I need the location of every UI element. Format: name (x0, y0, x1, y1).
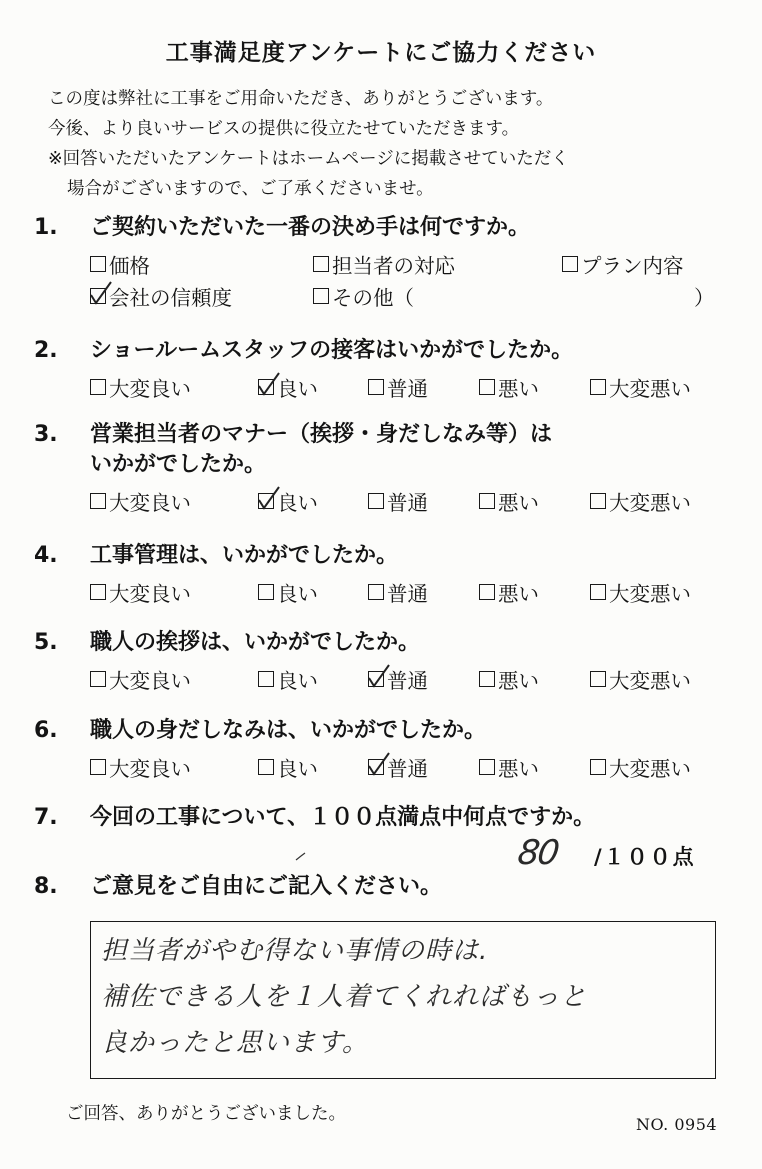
option-normal[interactable] (368, 664, 428, 694)
option-label: 大変悪い (609, 757, 691, 781)
checkbox[interactable] (313, 288, 329, 304)
option-staff-response[interactable] (313, 249, 455, 279)
option-label: 大変悪い (609, 377, 691, 401)
option-row (34, 571, 730, 611)
question-number: 3. (34, 422, 58, 447)
option-very-good[interactable] (90, 752, 191, 782)
option-label: 大変良い (109, 582, 191, 606)
option-bad[interactable] (479, 372, 539, 402)
checkbox[interactable] (368, 584, 384, 600)
option-label: 悪い (498, 757, 539, 781)
intro-line: この度は弊社に工事をご用命いただき、ありがとうございます。 (48, 89, 554, 109)
option-price[interactable] (90, 249, 150, 279)
option-row (34, 366, 730, 406)
footer-thanks: ご回答、ありがとうございました。 (66, 1104, 346, 1124)
checkbox[interactable] (590, 379, 606, 395)
option-plan-content[interactable] (562, 249, 684, 279)
question-number: 2. (34, 338, 58, 363)
option-label: 担当者の対応 (332, 254, 455, 278)
option-very-good[interactable] (90, 372, 191, 402)
option-label: 普通 (387, 491, 428, 515)
checkbox[interactable] (90, 584, 106, 600)
checkbox[interactable] (368, 493, 384, 509)
option-very-bad[interactable] (590, 372, 691, 402)
option-label: 価格 (109, 254, 150, 278)
option-company-trust[interactable] (90, 281, 232, 311)
question-text: 工事管理は、いかがでしたか。 (90, 543, 399, 568)
option-other[interactable] (313, 281, 715, 311)
question-7 (34, 803, 754, 883)
question-8 (34, 872, 730, 902)
serial-number: NO. 0954 (636, 1115, 718, 1134)
checkbox[interactable] (479, 584, 495, 600)
option-good[interactable] (258, 486, 318, 516)
checkbox[interactable] (258, 584, 274, 600)
option-label: その他（ (332, 286, 414, 310)
checkbox[interactable] (590, 493, 606, 509)
option-label: 良い (277, 582, 318, 606)
intro-line: 今後、より良いサービスの提供に役立たせていただきます。 (48, 119, 520, 139)
checkbox-checked[interactable] (258, 379, 274, 395)
question-text: ご契約いただいた一番の決め手は何ですか。 (90, 215, 531, 240)
question-text: 職人の挨拶は、いかがでしたか。 (90, 630, 421, 655)
option-label: 大変良い (109, 491, 191, 515)
checkbox-checked[interactable] (258, 493, 274, 509)
option-label: 大変良い (109, 377, 191, 401)
intro-line: ※回答いただいたアンケートはホームページに掲載させていただく (48, 149, 569, 169)
option-very-good[interactable] (90, 577, 191, 607)
checkbox[interactable] (258, 759, 274, 775)
question-3 (34, 420, 730, 520)
option-very-good[interactable] (90, 486, 191, 516)
checkbox[interactable] (90, 379, 106, 395)
check-mark-icon (367, 663, 391, 689)
checkbox[interactable] (90, 759, 106, 775)
checkbox[interactable] (590, 584, 606, 600)
option-very-bad[interactable] (590, 752, 691, 782)
checkbox-checked[interactable] (368, 759, 384, 775)
checkbox[interactable] (313, 256, 329, 272)
comment-box[interactable] (90, 921, 716, 1079)
checkbox[interactable] (590, 671, 606, 687)
option-label: 普通 (387, 582, 428, 606)
pen-mark-icon (295, 852, 307, 862)
option-label: プラン内容 (581, 254, 684, 278)
question-number: 6. (34, 718, 58, 743)
option-label: 普通 (387, 669, 428, 693)
checkbox[interactable] (479, 493, 495, 509)
question-5 (34, 628, 730, 698)
checkbox[interactable] (479, 671, 495, 687)
checkbox-checked[interactable] (368, 671, 384, 687)
option-bad[interactable] (479, 577, 539, 607)
form-title: 工事満足度アンケートにご協力ください (165, 40, 597, 66)
option-good[interactable] (258, 664, 318, 694)
checkbox[interactable] (368, 379, 384, 395)
comment-line: 良かったと思います。 (101, 1028, 369, 1058)
question-text: 職人の身だしなみは、いかがでしたか。 (90, 718, 487, 743)
option-label: 普通 (387, 757, 428, 781)
comment-line: 補佐できる人を１人着てくれればもっと (101, 982, 588, 1012)
option-label: 大変悪い (609, 491, 691, 515)
question-2 (34, 336, 730, 406)
option-label: 悪い (498, 582, 539, 606)
option-label: 悪い (498, 491, 539, 515)
option-normal[interactable] (368, 577, 428, 607)
option-label: 悪い (498, 669, 539, 693)
question-1 (34, 213, 730, 319)
option-very-bad[interactable] (590, 664, 691, 694)
question-6 (34, 716, 730, 786)
option-row (34, 746, 730, 786)
question-number: 1. (34, 215, 58, 240)
option-good[interactable] (258, 372, 318, 402)
option-label: 良い (277, 757, 318, 781)
checkbox[interactable] (562, 256, 578, 272)
option-label: 大変悪い (609, 669, 691, 693)
option-very-bad[interactable] (590, 486, 691, 516)
option-row (34, 279, 730, 319)
checkbox-checked[interactable] (90, 288, 106, 304)
question-text-cont: いかがでしたか。 (90, 452, 267, 477)
option-bad[interactable] (479, 752, 539, 782)
option-bad[interactable] (479, 664, 539, 694)
option-label: 大変良い (109, 757, 191, 781)
question-number: 4. (34, 543, 58, 568)
check-mark-icon (367, 751, 391, 777)
option-label: 大変良い (109, 669, 191, 693)
question-text: 今回の工事について、１００点満点中何点ですか。 (90, 805, 596, 830)
option-label: 良い (277, 491, 318, 515)
checkbox[interactable] (90, 256, 106, 272)
option-label: 会社の信頼度 (109, 286, 232, 310)
comment-line: 担当者がやむ得ない事情の時は. (101, 936, 489, 966)
checkbox[interactable] (590, 759, 606, 775)
option-label: 良い (277, 669, 318, 693)
option-good[interactable] (258, 577, 318, 607)
checkbox[interactable] (90, 671, 106, 687)
question-text: ご意見をご自由にご記入ください。 (90, 874, 443, 899)
option-bad[interactable] (479, 486, 539, 516)
checkbox[interactable] (90, 493, 106, 509)
option-normal[interactable] (368, 372, 428, 402)
option-very-good[interactable] (90, 664, 191, 694)
score-denominator: /１００点 (594, 845, 696, 869)
option-label: 普通 (387, 377, 428, 401)
intro-text (48, 84, 569, 204)
option-good[interactable] (258, 752, 318, 782)
question-number: 5. (34, 630, 58, 655)
option-normal[interactable] (368, 486, 428, 516)
checkbox[interactable] (479, 759, 495, 775)
question-number: 7. (34, 805, 58, 830)
question-text: ショールームスタッフの接客はいかがでしたか。 (90, 338, 574, 363)
option-row (34, 658, 730, 698)
check-mark-icon (257, 371, 281, 397)
checkbox[interactable] (479, 379, 495, 395)
score-value[interactable]: 80 (515, 833, 561, 873)
paren-close: ） (694, 286, 715, 310)
question-text: 営業担当者のマナー（挨拶・身だしなみ等）は (90, 422, 553, 447)
question-4 (34, 541, 730, 611)
option-row (34, 480, 730, 520)
check-mark-icon (89, 280, 113, 306)
option-very-bad[interactable] (590, 577, 691, 607)
check-mark-icon (257, 485, 281, 511)
option-label: 大変悪い (609, 582, 691, 606)
intro-line: 場合がございますので、ご了承くださいませ。 (67, 179, 434, 199)
checkbox[interactable] (258, 671, 274, 687)
option-label: 悪い (498, 377, 539, 401)
option-normal[interactable] (368, 752, 428, 782)
question-number: 8. (34, 874, 58, 899)
option-label: 良い (277, 377, 318, 401)
option-row (34, 243, 730, 279)
